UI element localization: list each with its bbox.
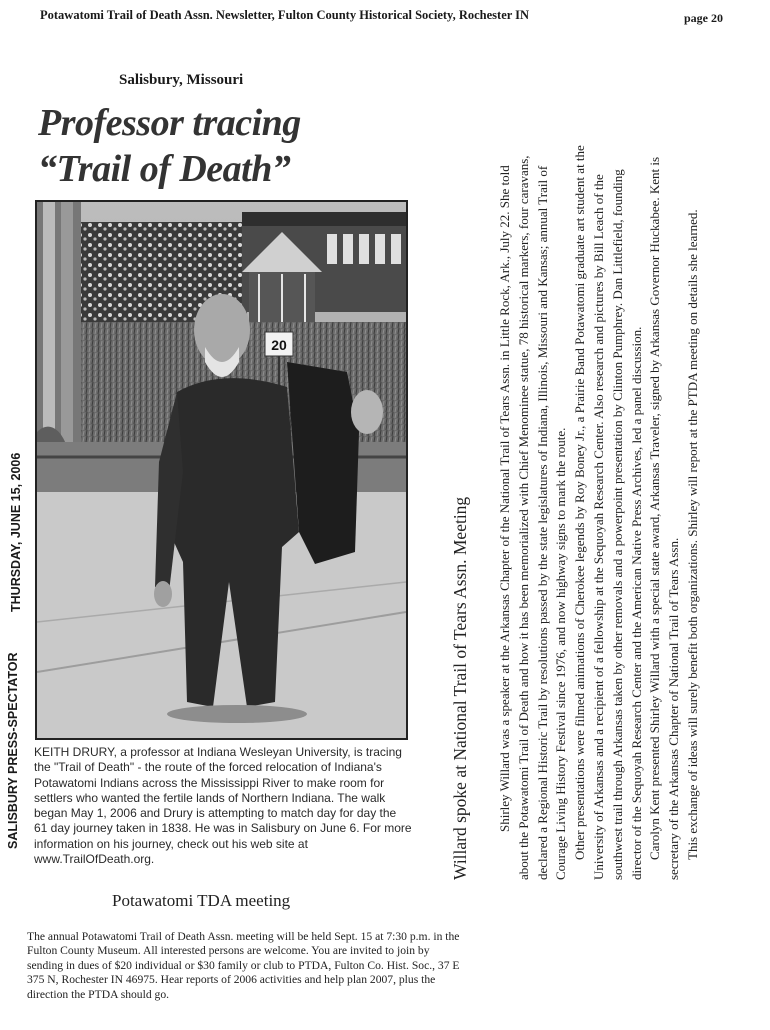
clipping-headline-line1: Professor tracing [38,102,301,144]
photo-sign-text: 20 [271,337,287,353]
article-title: Willard spoke at National Trail of Tears Assn. Meeting [450,496,470,880]
clipping-headline-line2: “Trail of Death” [38,148,291,190]
rotated-article [450,145,703,880]
article-paragraph: This exchange of ideas will surely benefit both organizations. Shirley will report at the PTDA meeting on details she learned. [684,209,700,860]
article-body [496,145,703,880]
article-paragraph: Shirley Willard was a speaker at the Arkansas Chapter of the National Trail of Tears Assn. in Little Rock, Ark., July 22. She told about the Potawatomi Trail of Death and how it has been memorialized with Chief Menominee statue, 78 historical markers, four caravans, declared a Regional Historic Trail by resolutions passed by the state legislatures of Indiana, Illinois, Missouri and Kansas; annual Trail of Courage Living History Festival since 1976, and now highway signs to mark the route. [497,155,569,880]
article-paragraph: Other presentations were filmed animations of Cherokee legends by Roy Boney Jr., a Prairie Band Potawatomi graduate art student at the University of Arkansas and a recipient of a fellowship at the Sequoyah Research Center. Also research and pictures by Bill Leach of the southwest trail through Arkansas taken by other removals and a powerpoint presentation by Clinton Pumphrey. Dan Littlefield, founding director of the Sequoyah Research Center and the American Native Press Archives, led a panel discussion. [572,145,644,880]
newspaper-name: SALISBURY PRESS-SPECTATOR [6,652,20,849]
photo-caption: KEITH DRURY, a professor at Indiana Wesleyan University, is tracing the "Trail of Death" - the route of the forced relocation of Indiana's Potawatomi Indians across the Mississippi River to make room for settlers who wanted the fertile lands of Northern Indiana. The walk began May 1, 2006 and Drury is attempting to match day for day the 61 day journey taken in 1838. He was in Salisbury on June 6. For more information on his journey, check out his web site at www.TrailOfDeath.org. [34,745,412,867]
newspaper-date: THURSDAY, JUNE 15, 2006 [9,452,23,612]
page-number: page 20 [684,11,723,25]
article-paragraph: Carolyn Kent presented Shirley Willard with a special state award, Arkansas Traveler, signed by Arkansas Governor Huckabee. Kent is secretary of the Arkansas Chapter of National Trail of Tears Assn. [647,156,682,880]
clipping-photo [35,200,408,740]
clipping-dateline: Salisbury, Missouri [119,72,244,88]
newsletter-header: Potawatomi Trail of Death Assn. Newsletter, Fulton County Historical Society, Rochester IN [40,8,530,22]
meeting-title: Potawatomi TDA meeting [112,891,291,910]
meeting-body: The annual Potawatomi Trail of Death Assn. meeting will be held Sept. 15 at 7:30 p.m. in the Fulton County Museum. All interested persons are welcome. You are invited to join by sending in dues of $20 individual or $30 family or club to PTDA, Fulton Co. Hist. Soc., 37 E 375 N, Rochester IN 46975. Hear reports of 2006 activities and help plan 2007, plus the direction the PTDA should go. [27,930,460,1001]
